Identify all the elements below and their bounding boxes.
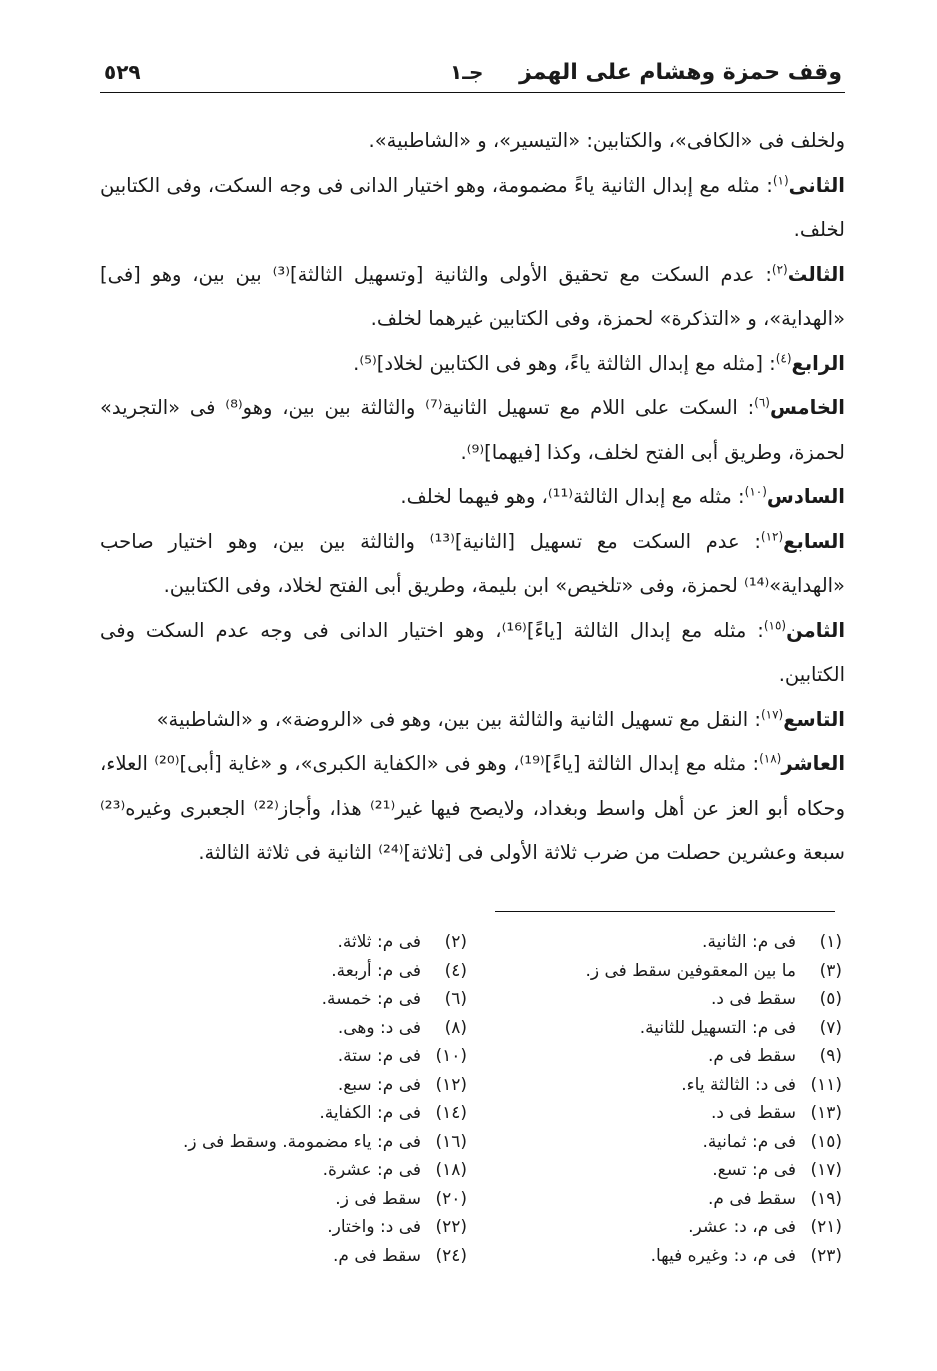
footnote: (٢)فى م: ثلاثة. <box>337 932 467 952</box>
page-number: ٥٢٩ <box>104 60 141 84</box>
footnote: (١)فى م: الثانية. <box>702 932 842 952</box>
section-lead: الرابع <box>791 351 845 375</box>
footnote: (٢١)فى م، د: عشر. <box>688 1217 842 1237</box>
paragraph: السادس$^{(١٠)}$: مثله مع إبدال الثالثة⁽¹¹⁾، وهو فيهما لخلف. <box>400 484 845 508</box>
footnote: (١١)فى د: الثالثة ياء. <box>681 1074 842 1095</box>
footnote: (٧)فى م: التسهيل للثانية. <box>639 1017 842 1038</box>
paragraph: ولخلف فى «الكافى»، والكتابين: «التيسير»، و «الشاطبية». <box>368 129 845 152</box>
footnote: (١٦)فى م: ياء مضمومة. وسقط فى ز. <box>182 1131 467 1152</box>
section-lead: الخامس <box>769 396 845 419</box>
footnote: (١٥)فى م: ثمانية. <box>702 1131 842 1152</box>
section-lead: السابع <box>783 529 845 553</box>
footnote: (٢٠)سقط فى ز. <box>335 1188 467 1209</box>
footnote: (٢٢)فى د: واختار. <box>327 1217 467 1237</box>
footnote: (٨)فى د: وهى. <box>337 1017 467 1038</box>
footnote: (١٣)سقط فى د. <box>710 1103 842 1123</box>
header-rule <box>100 92 845 93</box>
paragraph: العاشر$^{(١٨)}$: مثله مع إبدال الثالثة [ياءً]⁽¹⁹⁾، وهو فى «الكفاية الكبرى»، و «غاية [أبى]⁽²⁰⁾ العلاء، وحكاه أبو العز عن أهل واسط وبغداد، ولايصح فيها غير⁽²¹⁾ هذا، وأجاز⁽²²⁾ الجعبرى وغيره⁽²³⁾ سبعة وعشرين حصلت من ضرب ثلاثة الأولى فى [ثلاثة]⁽²⁴⁾ الثانية فى ثلاثة الثالثة. <box>100 751 846 864</box>
paragraph: الرابع$^{(٤)}$: [مثله مع إبدال الثالثة ياءً، وهو فى الكتابين لخلاد]⁽⁵⁾. <box>353 351 845 375</box>
footnote: (٤)فى م: أربعة. <box>331 960 467 981</box>
footnotes-right-column <box>502 928 842 1270</box>
footnote: (١٩)سقط فى م. <box>707 1188 842 1209</box>
footnote: (٩)سقط فى م. <box>707 1046 842 1066</box>
section-lead: العاشر <box>781 752 846 775</box>
paragraph: الخامس$^{(٦)}$: السكت على اللام مع تسهيل الثانية⁽⁷⁾ والثالثة بين بين، وهو⁽⁸⁾ فى «التجريد» لحمزة، وطريق أبى الفتح لخلف، وكذا [فيهما]⁽⁹⁾. <box>100 395 845 464</box>
footnote: (٦)فى م: خمسة. <box>321 989 467 1009</box>
running-header <box>100 52 842 92</box>
header-title: وقف حمزة وهشام على الهمز <box>519 60 842 85</box>
footnote: (١٢)فى م: سبع. <box>337 1074 467 1095</box>
footnote: (١٧)فى م: تسع. <box>712 1160 842 1180</box>
footnote: (٢٤)سقط فى م. <box>332 1245 467 1266</box>
main-text <box>100 119 845 876</box>
footnotes-left-column <box>137 928 467 1270</box>
paragraph: الثامن$^{(١٥)}$: مثله مع إبدال الثالثة [ياءً]⁽¹⁶⁾، وهو اختيار الدانى فى وجه عدم السكت وفى الكتابين. <box>100 618 846 686</box>
footnote-rule <box>495 911 835 912</box>
paragraph: الثانى$^{(١)}$: مثله مع إبدال الثانية ياءً مضمومة، وهو اختيار الدانى فى وجه السكت، وفى الكتابين لخلف. <box>100 173 845 241</box>
section-lead: التاسع <box>783 707 845 731</box>
section-lead: الثالث <box>787 262 845 286</box>
paragraph: السابع$^{(١٢)}$: عدم السكت مع تسهيل [الثانية]⁽¹³⁾ والثالثة بين بين، وهو اختيار صاحب «الهداية»⁽¹⁴⁾ لحمزة، وفى «تلخيص» ابن بليمة، وطريق أبى الفتح لخلاد، وفى الكتابين. <box>100 529 845 597</box>
paragraph: الثالث$^{(٢)}$: عدم السكت مع تحقيق الأولى والثانية [وتسهيل الثالثة]⁽³⁾ بين بين، وهو [فى] «الهداية»، و «التذكرة» لحمزة، وفى الكتابين غيرهما لخلف. <box>100 262 845 330</box>
section-lead: الثانى <box>788 173 845 197</box>
footnote: (٣)ما بين المعقوفين سقط فى ز. <box>585 960 842 981</box>
footnote: (١٤)فى م: الكفاية. <box>319 1103 467 1123</box>
header-part: جـ١ <box>450 60 484 84</box>
section-lead: الثامن <box>786 618 846 642</box>
paragraph: التاسع$^{(١٧)}$: النقل مع تسهيل الثانية والثالثة بين بين، وهو فى «الروضة»، و «الشاطبية» <box>156 707 845 731</box>
footnote: (١٨)فى م: عشرة. <box>322 1160 467 1180</box>
footnote: (٥)سقط فى د. <box>710 989 842 1009</box>
footnote: (٢٣)فى م، د: وغيره فيها. <box>650 1245 842 1266</box>
section-lead: السادس <box>766 485 845 508</box>
footnote: (١٠)فى م: ستة. <box>337 1046 467 1066</box>
